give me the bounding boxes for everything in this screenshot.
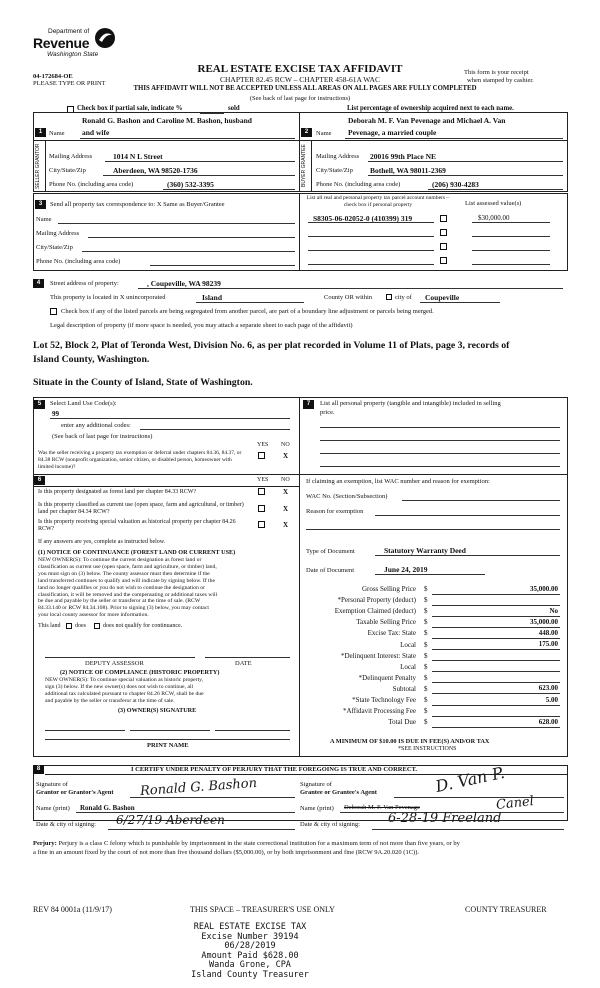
calc-row-line	[432, 616, 560, 617]
date-label: DATE	[235, 660, 252, 667]
calc-row-label: *Personal Property (deduct)	[337, 596, 416, 605]
street-label: Street address of property:	[50, 280, 119, 287]
does-not-checkbox[interactable]	[94, 623, 100, 629]
land-use-label: Select Land Use Code(s):	[50, 400, 117, 407]
notice2-line: sign (3) below. If the new owner(s) does not wish to continue, all	[45, 683, 194, 690]
notice2-line: NEW OWNER(S): To continue special valuation as historic property,	[45, 677, 204, 683]
forest-q3: Is this property receiving special valuation as historical property per chapter 84.26 RCW?	[38, 519, 236, 532]
does-checkbox[interactable]	[66, 623, 72, 629]
segregated-label: Check box if any of the listed parcels are being segregated from another parcel, are part of a boundary line adjustment or parcels being merged.	[61, 308, 434, 315]
calc-row-label: *Affidavit Processing Fee	[343, 707, 416, 716]
county-or-within: County OR within	[324, 294, 373, 301]
doc-date-label: Date of Document	[306, 567, 355, 574]
section-6-marker: 6	[34, 476, 45, 485]
buyer-name-line2: Pevenage, a married couple	[348, 128, 437, 137]
forest-q1-no-answer: X	[283, 488, 289, 496]
minimum-fee-note: A MINIMUM OF $10.00 IS DUE IN FEE(S) AND/OR TAX	[330, 738, 490, 745]
tax-corr-address-label: Mailing Address	[36, 230, 80, 237]
buyer-phone-label: Phone No. (including area code)	[316, 181, 401, 188]
tax-corr-label: Send all property tax correspondence to: X Same as Buyer/Grantee	[50, 201, 225, 208]
grantor-date-city-label: Date & city of signing:	[36, 821, 96, 828]
buyer-address-label: Mailing Address	[316, 153, 360, 160]
seller-phone: (360) 532-3395	[167, 180, 214, 189]
sold-label: sold	[228, 105, 240, 112]
receipt-note-2: when stamped by cashier.	[467, 77, 534, 84]
see-back-note: (See back of last page for instructions)	[249, 95, 351, 102]
forest-q2-yes-checkbox[interactable]	[258, 505, 265, 512]
seller-address-label: Mailing Address	[49, 153, 93, 160]
personal-property-checkbox-2[interactable]	[440, 229, 447, 236]
logo-top: Department of	[48, 28, 90, 35]
calc-row-currency: $	[424, 651, 428, 660]
dor-logo-icon	[93, 26, 117, 50]
grantor-date-city: 6/27/19 Aberdeen	[116, 813, 225, 827]
section-7-marker: 7	[303, 400, 314, 409]
calc-row-line	[432, 627, 560, 628]
assessed-header: List assessed value(s)	[465, 200, 522, 207]
grantor-name-print-label: Name (print)	[36, 805, 70, 812]
city-checkbox[interactable]	[386, 294, 392, 300]
section-1-marker: 1	[35, 128, 46, 137]
form-number: REV 84 0001a (11/9/17)	[33, 905, 112, 914]
legal-description-label: Legal description of property (if more space is needed, you may attach a separate sheet to each page of the affidavit)	[50, 322, 353, 329]
forest-q2: Is this property classified as current use (open space, farm and agricultural, or timber) land per chapter 84.34 RCW?	[38, 502, 244, 515]
exemption-no-answer: X	[283, 452, 289, 460]
logo-state: Washington State	[47, 51, 99, 58]
calc-row-value: 5.00	[545, 695, 558, 704]
seller-name-label: Name	[49, 130, 65, 137]
section-3-marker: 3	[35, 200, 46, 209]
personal-property-checkbox-4[interactable]	[440, 257, 447, 264]
receipt-note-1: This form is your receipt	[464, 69, 529, 76]
form-code: 04-172684-OE	[33, 73, 73, 80]
situate-text: Situate in the County of Island, State of Washington.	[33, 377, 253, 388]
seller-phone-label: Phone No. (including area code)	[49, 181, 134, 188]
calc-row-label: Gross Selling Price	[361, 585, 416, 593]
section-8-marker: 8	[33, 765, 44, 774]
grantor-signature-of: Signature of	[36, 781, 68, 788]
calc-row-label: *Delinquent Penalty	[358, 673, 416, 682]
additional-codes-label: enter any additional codes:	[61, 422, 131, 429]
calc-row-currency: $	[424, 718, 428, 727]
forest-q3-no-answer: X	[283, 521, 289, 529]
calc-row-currency: $	[424, 707, 428, 716]
perjury-text-1: Perjury is a class C felony which is punishable by imprisonment in the state correctional institution for a maximum term of not more than five years, or by	[58, 840, 460, 847]
calc-row-label: Excise Tax: State	[367, 629, 416, 638]
see-instructions-note: *SEE INSTRUCTIONS	[398, 746, 457, 752]
grantee-signature-of: Signature of	[300, 781, 332, 788]
notice2-line: additional tax calculated pursuant to chapter 84.26 RCW, shall be due	[45, 690, 204, 697]
calc-row-label: *State Technology Fee	[352, 696, 416, 704]
notice2-line: and payable by the seller or transferor at the time of sale.	[45, 697, 175, 704]
land-use-code: 99	[52, 410, 59, 418]
forest-q1-yes-checkbox[interactable]	[258, 488, 265, 495]
buyer-city-label: City/State/Zip	[316, 167, 353, 174]
notice-continuance-body	[38, 557, 217, 619]
grantor-signature: Ronald G. Bashon	[139, 775, 258, 800]
stamp-line: Wanda Grone, CPA	[209, 960, 291, 971]
buyer-name-label: Name	[316, 130, 332, 137]
warning-text: THIS AFFIDAVIT WILL NOT BE ACCEPTED UNLESS ALL AREAS ON ALL PAGES ARE FULLY COMPLETED	[133, 85, 477, 92]
located-label: This property is located in X unincorporated	[50, 294, 166, 301]
exemption-question: Was the seller receiving a property tax exemption or deferral under chapters 84.36, 84.37, or 84.38 RCW (nonprofit organization, senior citizen, or disabled person, homeowner with limited income)?	[38, 450, 242, 470]
tax-corr-phone-label: Phone No. (including area code)	[36, 258, 121, 265]
buyer-name-line1: Deborah M. F. Van Pevenage and Michael A. Van	[348, 116, 506, 125]
assessed-value: $30,000.00	[478, 214, 510, 222]
calc-row-label: Total Due	[388, 718, 416, 727]
section-4-marker: 4	[33, 279, 44, 288]
calc-row-line	[432, 716, 560, 717]
buyer-city: Bothell, WA 98011-2369	[370, 166, 446, 175]
stamp-line: REAL ESTATE EXCISE TAX	[193, 922, 307, 932]
calc-row-label: Subtotal	[392, 684, 416, 693]
buyer-side-label: BUYER GRANTEE	[301, 144, 307, 188]
notice-compliance-title: (2) NOTICE OF COMPLIANCE (HISTORIC PROPERTY)	[60, 669, 220, 676]
calc-row-label: Local	[400, 640, 416, 649]
seller-side-label: SELLER GRANTOR	[35, 143, 41, 189]
wac-number-label: WAC No. (Section/Subsection)	[306, 493, 388, 500]
calc-row-currency: $	[424, 696, 428, 704]
legal-line-2: Island County, Washington.	[33, 354, 150, 365]
notice1-line: classification as current use (open space, farm and agriculture, or timber) land,	[38, 563, 217, 570]
doc-type-value: Statutory Warranty Deed	[384, 546, 466, 555]
notice1-line: land no longer qualifies or you do not wish to continue the designation or	[38, 584, 205, 591]
seller-city: Aberdeen, WA 98520-1736	[113, 166, 198, 175]
form-title: REAL ESTATE EXCISE TAX AFFIDAVIT	[197, 63, 403, 75]
seller-name-line2: and wife	[82, 128, 110, 137]
calc-row-currency: $	[424, 673, 428, 682]
calc-row-value: 175.00	[538, 640, 558, 648]
calc-row-line	[432, 649, 560, 650]
notice1-line: NEW OWNER(S): To continue the current designation as forest land or	[38, 557, 202, 563]
exemption-wac-label: If claiming an exemption, list WAC number and reason for exemption:	[306, 478, 490, 485]
calc-row-currency: $	[424, 629, 428, 638]
county-treasurer-label: COUNTY TREASURER	[465, 905, 547, 914]
partial-sale-label: Check box if partial sale, indicate %	[77, 105, 183, 112]
calc-row-line	[432, 638, 560, 639]
city-name: Coupeville	[425, 293, 460, 302]
calc-row-line	[432, 727, 560, 728]
notice1-line: land transferred continues to qualify and will indicate by signing below. If the	[38, 577, 216, 584]
calc-row-line	[432, 693, 560, 694]
calc-row-value: 448.00	[538, 628, 558, 637]
does-label: does	[75, 623, 86, 629]
calc-row-line	[432, 705, 560, 706]
calc-row-value: 35,000.00	[530, 617, 558, 626]
calc-row-currency: $	[424, 684, 428, 693]
calc-row-line	[432, 671, 560, 672]
segregated-checkbox[interactable]	[50, 308, 57, 315]
print-name-label: PRINT NAME	[147, 742, 189, 749]
if-yes-note: If any answers are yes, complete as instructed below.	[38, 539, 166, 545]
tax-corr-city-label: City/State/Zip	[36, 244, 73, 251]
calc-row-label: *Delinquent Interest: State	[340, 651, 416, 660]
doc-type-label: Type of Document	[306, 548, 355, 555]
personal-property-checkbox-1[interactable]	[440, 215, 447, 222]
forest-no-header: NO	[281, 477, 290, 483]
calc-row-line	[432, 682, 560, 683]
stamp-line: Island County Treasurer	[191, 969, 309, 980]
print-note: PLEASE TYPE OR PRINT	[33, 80, 106, 87]
grantee-name-print-label: Name (print)	[300, 805, 334, 812]
pct-ownership-note: List percentage of ownership acquired next to each name.	[347, 105, 514, 112]
deputy-assessor-label: DEPUTY ASSESSOR	[85, 660, 144, 667]
tax-corr-name-label: Name	[36, 216, 52, 223]
grantee-name-print: Deborah M. F. Van Pevenage	[344, 804, 420, 811]
stamp-line: Amount Paid $628.00	[201, 950, 299, 961]
grantee-agent-label: Grantee or Grantee's Agent	[300, 789, 377, 796]
calc-row-line	[432, 605, 560, 606]
exemption-yes-checkbox[interactable]	[258, 452, 265, 459]
parcel-header: List all real and personal property tax parcel account numbers – check box if personal property	[306, 195, 450, 208]
parcel-number: S8305-06-02052-0 (410399) 319	[313, 214, 413, 223]
seller-address: 1014 N L Street	[113, 152, 163, 161]
personal-property-label-1: List all personal property (tangible and intangible) included in selling	[320, 400, 501, 407]
calc-row-value: 35,000.00	[530, 584, 558, 593]
land-use-no-header: NO	[281, 442, 290, 448]
calc-row-currency: $	[424, 662, 428, 671]
buyer-address: 20016 99th Place NE	[370, 152, 437, 161]
calc-row-line	[432, 594, 560, 595]
personal-property-label-2: price.	[320, 409, 335, 416]
certify-statement: I CERTIFY UNDER PENALTY OF PERJURY THAT THE FOREGOING IS TRUE AND CORRECT.	[131, 766, 418, 773]
grantee-date-city-label: Date & city of signing:	[300, 821, 360, 828]
seller-name-line1: Ronald G. Bashon and Caroline M. Bashon, husband	[82, 116, 252, 125]
owner-signature-label: (3) OWNER(S) SIGNATURE	[118, 707, 197, 714]
legal-line-1: Lot 52, Block 2, Plat of Teronda West, Division No. 6, as per plat recorded in Volume 11 of Plats, page 3, records of	[33, 340, 510, 351]
section-2-marker: 2	[301, 128, 312, 137]
personal-property-checkbox-3[interactable]	[440, 243, 447, 250]
grantee-signature: D. Van P.	[433, 762, 507, 797]
grantor-agent-label: Grantor or Grantor's Agent	[36, 789, 114, 796]
does-not-label: does not qualify for continuance.	[103, 623, 183, 629]
calc-row-label: Exemption Claimed (deduct)	[334, 607, 416, 616]
perjury-text-2: a fine in an amount fixed by the court of not more than five thousand dollars ($5,000.00), or by both imprisonment and fine (RCW 9A.20.020 (1C)).	[33, 849, 420, 856]
grantee-date-city: 6-28-19 Freeland	[388, 811, 502, 826]
calc-row-value: 628.00	[538, 717, 558, 726]
perjury-title: Perjury:	[33, 840, 57, 847]
calc-row-currency: $	[424, 618, 428, 627]
forest-q3-yes-checkbox[interactable]	[258, 521, 265, 528]
land-use-see-back: (See back of last page for instructions)	[52, 433, 153, 440]
doc-date-value: June 24, 2019	[384, 565, 428, 574]
notice1-line: you must sign on (3) below. The county assessor must then determine if the	[38, 570, 210, 577]
notice1-line: 84.33.140 or RCW 84.34.108). Prior to signing (3) below, you may contact	[38, 605, 209, 612]
forest-q2-no-answer: X	[283, 505, 289, 513]
notice-continuance-title: (1) NOTICE OF CONTINUANCE (FOREST LAND OR CURRENT USE)	[38, 549, 236, 556]
calc-row-value: No	[549, 606, 558, 615]
notice1-line: be due and payable by the seller or transferor at the time of sale. (RCW	[38, 598, 201, 605]
treasurer-stamp	[180, 923, 320, 981]
reason-exemption-label: Reason for exemption	[306, 508, 364, 515]
forest-q1: Is this property designated as forest land per chapter 84.33 RCW?	[38, 489, 197, 495]
seller-city-label: City/State/Zip	[49, 167, 86, 174]
calc-row-currency: $	[424, 596, 428, 605]
stamp-line: 06/28/2019	[224, 941, 276, 952]
treasurer-use-label: THIS SPACE – TREASURER'S USE ONLY	[190, 905, 335, 914]
calc-row-label: Local	[400, 662, 416, 671]
calc-row-line	[432, 660, 560, 661]
calc-row-currency: $	[424, 607, 428, 616]
this-land-label: This land	[38, 623, 61, 629]
notice-compliance-body	[45, 677, 204, 705]
stamp-line: Excise Number 39194	[201, 931, 299, 942]
form-chapter: CHAPTER 82.45 RCW – CHAPTER 458-61A WAC	[220, 75, 380, 84]
perjury-line-1	[33, 840, 460, 847]
logo-main: Revenue	[33, 35, 90, 51]
grantor-name-print: Ronald G. Bashon	[80, 804, 135, 812]
city-of-label: city of	[395, 294, 412, 301]
grantee-cancel-note: Canel	[495, 794, 535, 813]
notice1-line: your local county assessor for more information.	[38, 612, 149, 619]
calc-row-label: Taxable Selling Price	[356, 618, 416, 627]
street-address: , Coupeville, WA 98239	[147, 279, 221, 288]
notice1-line: classification, it will be removed and the compensating or additional taxes will	[38, 591, 218, 598]
land-use-yes-header: YES	[257, 442, 269, 448]
section-5-marker: 5	[34, 400, 45, 409]
calc-row-currency: $	[424, 640, 428, 649]
calc-row-value: 623.00	[538, 684, 558, 693]
county-name: Island	[202, 293, 223, 302]
buyer-phone: (206) 930-4283	[432, 180, 479, 189]
forest-yes-header: YES	[257, 477, 269, 483]
calc-row-currency: $	[424, 585, 428, 593]
